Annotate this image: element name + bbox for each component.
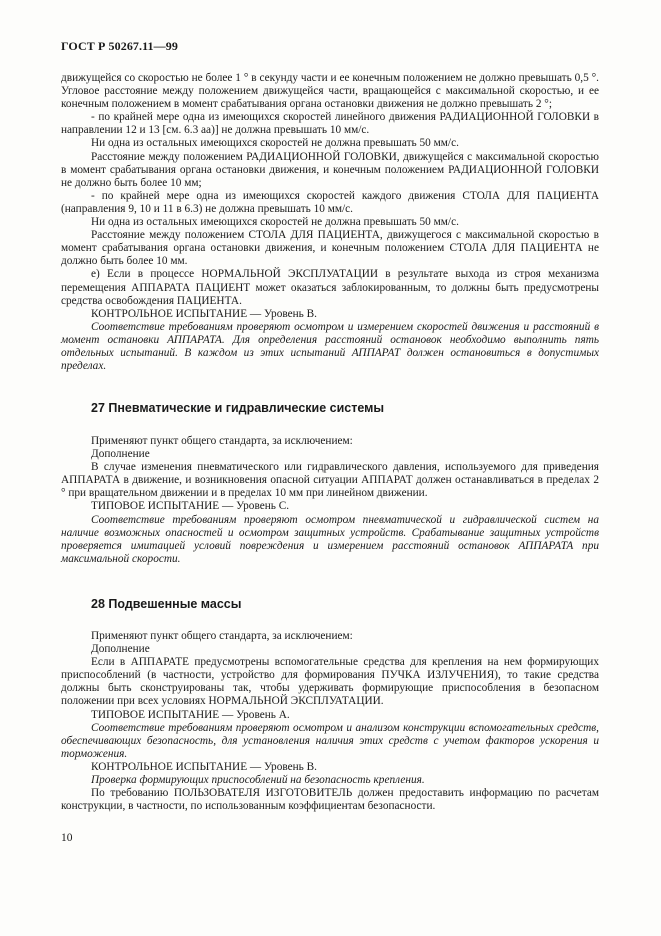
paragraph: - по крайней мере одна из имеющихся скоростей линейного движения РАДИАЦИОННОЙ ГОЛОВКИ в направлении 12 и 13 [см. 6.3 аа)] не должна превышать 10 мм/с. — [61, 111, 599, 137]
test-level-line: КОНТРОЛЬНОЕ ИСПЫТАНИЕ — Уровень В. — [91, 760, 318, 773]
compliance-note: Проверка формирующих приспособлений на безопасность крепления. — [91, 774, 425, 787]
paragraph: Применяют пункт общего стандарта, за исключением: — [91, 630, 353, 642]
compliance-note: Соответствие требованиям проверяют осмотром и измерением скоростей движения и расстояний в момент остановки АППАРАТА. Для определения расстояний остановок необходимо выполнить пять отдельных испытаний. В каждом из этих испытаний АППАРАТ должен остановиться в допустимых пределах. — [61, 320, 599, 373]
paragraph: Расстояние между положением СТОЛА ДЛЯ ПАЦИЕНТА, движущегося с максимальной скоростью в момент срабатывания органа остановки движения, и конечным положением СТОЛА ДЛЯ ПАЦИЕНТА не должно быть более 10 мм. — [61, 229, 599, 268]
test-level-line: КОНТРОЛЬНОЕ ИСПЫТАНИЕ — Уровень В. — [91, 307, 318, 320]
paragraph: В случае изменения пневматического или гидравлического давления, используемого для приведения АППАРАТА в движение, и возникновения опасной ситуации АППАРАТ должен останавливаться в пределах 2 ° при вращательном движении и в пределах 10 мм при линейном движении. — [61, 461, 599, 500]
paragraph: Если в АППАРАТЕ предусмотрены вспомогательные средства для крепления на нем формирующих приспособлений (в частности, устройство для формирования ПУЧКА ИЗЛУЧЕНИЯ), то такие средства должны быть сконструированы так, чтобы удерживать формирующие приспособления в безопасном положении при всех условиях НОРМАЛЬНОЙ ЭКСПЛУАТАЦИИ. — [61, 656, 599, 708]
paragraph: - по крайней мере одна из имеющихся скоростей каждого движения СТОЛА ДЛЯ ПАЦИЕНТА (направления 9, 10 и 11 в 6.3) не должна превышать 10 мм/с. — [61, 189, 599, 215]
section-28-body — [61, 630, 599, 813]
paragraph: е) Если в процессе НОРМАЛЬНОЙ ЭКСПЛУАТАЦИИ в результате выхода из строя механизма перемещения АППАРАТА ПАЦИЕНТ может оказаться заблокированным, то должны быть предусмотрены средства освобождения ПАЦИЕНТА. — [61, 268, 599, 307]
paragraph: Дополнение — [91, 448, 150, 461]
compliance-note: Соответствие требованиям проверяют осмотром пневматической и гидравлической систем на наличие возможных опасностей и осмотром защитных устройств. Срабатывание защитных устройств проверяется имитацией условий повреждения и измерением расстояний остановок АППАРАТА при максимальной скорости. — [61, 513, 599, 565]
test-level-line: ТИПОВОЕ ИСПЫТАНИЕ — Уровень С. — [91, 500, 290, 513]
section-27-body — [61, 435, 599, 566]
paragraph: Ни одна из остальных имеющихся скоростей не должна превышать 50 мм/с. — [91, 216, 459, 229]
paragraph: Расстояние между положением РАДИАЦИОННОЙ ГОЛОВКИ, движущейся с максимальной скоростью в момент срабатывания органа остановки движения, и конечным положением РАДИАЦИОННОЙ ГОЛОВКИ не должно быть более 10 мм; — [61, 150, 599, 189]
paragraph: Дополнение — [91, 643, 150, 656]
paragraph: Применяют пункт общего стандарта, за исключением: — [91, 435, 353, 447]
compliance-note: Соответствие требованиям проверяют осмотром и анализом конструкции вспомогательных средств, обеспечивающих безопасность, для установления наличия этих средств с учетом факторов ускорения и торможения. — [61, 721, 599, 760]
test-level-line: ТИПОВОЕ ИСПЫТАНИЕ — Уровень А. — [91, 708, 290, 721]
running-header: ГОСТ Р 50267.11—99 — [61, 39, 178, 53]
text-block-continuation — [61, 72, 599, 373]
paragraph: По требованию ПОЛЬЗОВАТЕЛЯ ИЗГОТОВИТЕЛЬ должен предоставить информацию по расчетам конструкции, в частности, по использованным коэффициентам безопасности. — [61, 787, 599, 813]
section-title-28: 28 Подвешенные массы — [91, 597, 242, 611]
paragraph: Ни одна из остальных имеющихся скоростей не должна превышать 50 мм/с. — [91, 137, 459, 150]
paragraph: движущейся со скоростью не более 1 ° в секунду части и ее конечным положением не должно превышать 0,5 °. Угловое расстояние между положением движущейся части, вращающейся с максимальной скоростью, и ее конечным положением в момент срабатывания органа остановки движения не должно превышать 2 °; — [61, 72, 599, 111]
section-title-27: 27 Пневматические и гидравлические системы — [91, 401, 385, 415]
page-number: 10 — [61, 832, 73, 844]
